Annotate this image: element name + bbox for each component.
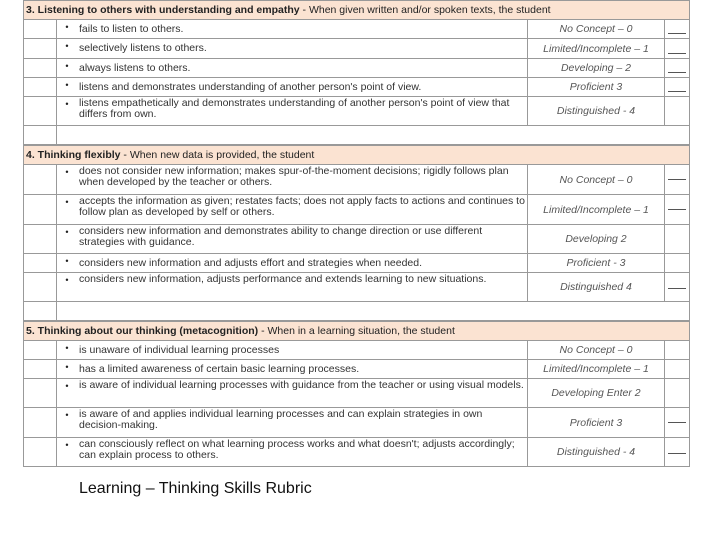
level-label: Proficient - 3 [527, 254, 664, 272]
score-blank[interactable] [664, 78, 689, 96]
criterion-text: listens and demonstrates understanding of another person's point of view. [79, 81, 422, 93]
level-label: No Concept – 0 [527, 20, 664, 38]
bullet: • [65, 362, 69, 372]
criterion-text: does not consider new information; makes spur-of-the-moment decisions; rigidly follows plan when developed by the teacher or others. [79, 165, 509, 188]
bullet: • [65, 197, 69, 207]
score-blank[interactable] [664, 360, 689, 378]
score-blank[interactable] [664, 379, 689, 407]
spacer-row [23, 126, 690, 145]
level-label: No Concept – 0 [527, 165, 664, 194]
section-subtitle: - When given written and/or spoken texts, the student [299, 4, 551, 16]
rubric-row [23, 195, 690, 225]
level-label: Distinguished 4 [527, 273, 664, 301]
score-blank[interactable] [664, 20, 689, 38]
bullet: • [65, 440, 69, 450]
section-subtitle: - When new data is provided, the student [120, 149, 315, 161]
score-blank[interactable] [664, 97, 689, 125]
score-blank[interactable] [664, 195, 689, 224]
section-metacognition [23, 321, 690, 467]
rubric-table [23, 0, 690, 467]
section-title: 3. Listening to others with understanding and empathy [26, 4, 300, 16]
score-blank[interactable] [664, 254, 689, 272]
rubric-row [23, 165, 690, 195]
bullet: • [65, 22, 69, 32]
bullet: • [65, 256, 69, 266]
section-listening [23, 0, 690, 145]
level-label: Limited/Incomplete – 1 [527, 39, 664, 58]
criterion-text: is aware of individual learning processes with guidance from the teacher or using visual models. [79, 379, 524, 391]
criterion-text: listens empathetically and demonstrates understanding of another person's point of view that differs from own. [79, 97, 510, 120]
bullet: • [65, 99, 69, 109]
spacer-row [23, 302, 690, 321]
rubric-row [23, 59, 690, 78]
score-blank[interactable] [664, 59, 689, 77]
rubric-row [23, 254, 690, 273]
level-label: Proficient 3 [527, 408, 664, 437]
bullet: • [65, 410, 69, 420]
rubric-row [23, 78, 690, 97]
rubric-row [23, 438, 690, 467]
criterion-text: accepts the information as given; restates facts; does not apply facts to actions and continues to follow plan as developed by self or others. [79, 195, 525, 218]
score-blank[interactable] [664, 225, 689, 253]
bullet: • [65, 227, 69, 237]
rubric-row [23, 39, 690, 59]
bullet: • [65, 80, 69, 90]
bullet: • [65, 275, 69, 285]
score-blank[interactable] [664, 341, 689, 359]
level-label: Limited/Incomplete – 1 [527, 195, 664, 224]
criterion-text: considers new information, adjusts performance and extends learning to new situations. [79, 273, 487, 285]
level-label: Distinguished - 4 [527, 438, 664, 466]
rubric-row [23, 341, 690, 360]
rubric-row [23, 273, 690, 302]
bullet: • [65, 61, 69, 71]
section-header [23, 321, 690, 341]
level-label: Distinguished - 4 [527, 97, 664, 125]
score-blank[interactable] [664, 408, 689, 437]
section-title: 5. Thinking about our thinking (metacognition) [26, 325, 259, 337]
criterion-text: is aware of and applies individual learning processes and can explain strategies in own decision-making. [79, 408, 483, 431]
section-header [23, 145, 690, 165]
criterion-text: can consciously reflect on what learning process works and what doesn't; adjusts accordingly; can explain process to others. [79, 438, 515, 461]
rubric-row [23, 379, 690, 408]
bullet: • [65, 41, 69, 51]
rubric-row [23, 408, 690, 438]
criterion-text: considers new information and adjusts effort and strategies when needed. [79, 257, 423, 269]
criterion-text: is unaware of individual learning processes [79, 344, 280, 356]
section-thinking-flexibly [23, 145, 690, 321]
criterion-text: has a limited awareness of certain basic learning processes. [79, 363, 360, 375]
level-label: Developing – 2 [527, 59, 664, 77]
criterion-text: always listens to others. [79, 62, 191, 74]
criterion-text: selectively listens to others. [79, 42, 207, 54]
bullet: • [65, 343, 69, 353]
score-blank[interactable] [664, 39, 689, 58]
rubric-row [23, 97, 690, 126]
bullet: • [65, 381, 69, 391]
rubric-row [23, 360, 690, 379]
level-label: Developing Enter 2 [527, 379, 664, 407]
level-label: Limited/Incomplete – 1 [527, 360, 664, 378]
score-blank[interactable] [664, 273, 689, 301]
level-label: Developing 2 [527, 225, 664, 253]
rubric-row [23, 20, 690, 39]
bullet: • [65, 167, 69, 177]
score-blank[interactable] [664, 438, 689, 466]
section-subtitle: - When in a learning situation, the student [258, 325, 455, 337]
score-blank[interactable] [664, 165, 689, 194]
criterion-text: fails to listen to others. [79, 23, 184, 35]
section-header [23, 0, 690, 20]
level-label: Proficient 3 [527, 78, 664, 96]
section-title: 4. Thinking flexibly [26, 149, 121, 161]
criterion-text: considers new information and demonstrates ability to change direction or use different strategies with guidance. [79, 225, 483, 248]
rubric-row [23, 225, 690, 254]
page-caption: Learning – Thinking Skills Rubric [79, 480, 312, 497]
level-label: No Concept – 0 [527, 341, 664, 359]
